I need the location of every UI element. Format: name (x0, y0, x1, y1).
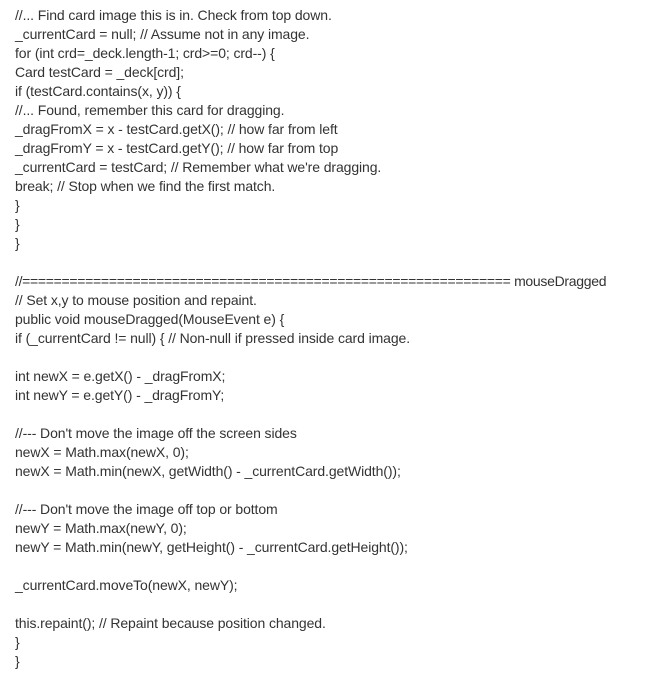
closing-brace: } (15, 216, 20, 232)
method-signature: public void mouseDragged(MouseEvent e) { (15, 311, 285, 327)
code-line: //--- Don't move the image off the screen sides (15, 425, 297, 441)
code-line: this.repaint(); // Repaint because position changed. (15, 615, 326, 631)
code-line: _dragFromY = x - testCard.getY(); // how far from top (15, 140, 339, 156)
section-separator-mousedragged: //============================================================== mouseDragged (15, 273, 607, 289)
code-line: if (testCard.contains(x, y)) { (15, 83, 181, 99)
blank-line (15, 253, 606, 272)
code-line: newY = Math.max(newY, 0); (15, 520, 187, 536)
blank-line (15, 348, 606, 367)
code-line: _currentCard = null; // Assume not in any image. (15, 26, 310, 42)
comment-find-card: //... Find card image this is in. Check from top down. (15, 7, 332, 23)
blank-line (15, 557, 606, 576)
code-line: int newY = e.getY() - _dragFromY; (15, 387, 225, 403)
code-line: break; // Stop when we find the first match. (15, 178, 276, 194)
code-line: //... Found, remember this card for dragging. (15, 102, 285, 118)
code-line: int newX = e.getX() - _dragFromX; (15, 368, 226, 384)
closing-brace: } (15, 653, 20, 669)
code-line: _currentCard.moveTo(newX, newY); (15, 577, 238, 593)
blank-line (15, 405, 606, 424)
code-line: newX = Math.max(newX, 0); (15, 444, 189, 460)
code-line: //--- Don't move the image off top or bottom (15, 501, 278, 517)
code-line: _currentCard = testCard; // Remember what we're dragging. (15, 159, 382, 175)
closing-brace: } (15, 197, 20, 213)
code-line: Card testCard = _deck[crd]; (15, 64, 184, 80)
code-line: _dragFromX = x - testCard.getX(); // how far from left (15, 121, 338, 137)
blank-line (15, 481, 606, 500)
code-line: for (int crd=_deck.length-1; crd>=0; crd--) { (15, 45, 275, 61)
code-line: // Set x,y to mouse position and repaint. (15, 292, 257, 308)
closing-brace: } (15, 235, 20, 251)
code-line: if (_currentCard != null) { // Non-null if pressed inside card image. (15, 330, 411, 346)
code-listing (15, 6, 606, 671)
closing-brace: } (15, 634, 20, 650)
code-line: newY = Math.min(newY, getHeight() - _currentCard.getHeight()); (15, 539, 408, 555)
code-line: newX = Math.min(newX, getWidth() - _currentCard.getWidth()); (15, 463, 401, 479)
blank-line (15, 595, 606, 614)
